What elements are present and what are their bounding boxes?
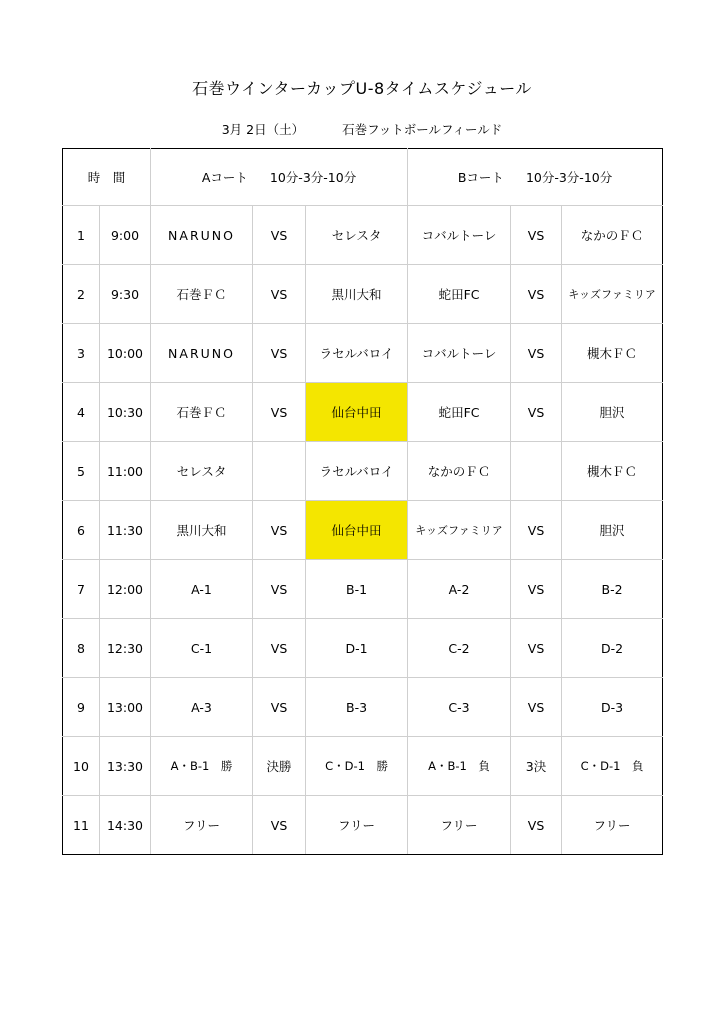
court-b-home-team: フリー bbox=[408, 796, 511, 855]
schedule-row bbox=[63, 737, 663, 796]
court-a-away-team: ラセルバロイ bbox=[306, 442, 408, 501]
court-a-name: Aコート bbox=[201, 170, 248, 185]
court-b-home-team: C-3 bbox=[408, 678, 511, 737]
match-number: 8 bbox=[63, 619, 100, 678]
court-a-home-team: フリー bbox=[151, 796, 253, 855]
court-a-home-team: C-1 bbox=[151, 619, 253, 678]
match-time: 10:30 bbox=[100, 383, 151, 442]
court-b-vs: VS bbox=[511, 324, 562, 383]
court-a-home-team: NARUNO bbox=[151, 324, 253, 383]
match-number: 2 bbox=[63, 265, 100, 324]
court-a-away-team: C・D-1 勝 bbox=[306, 737, 408, 796]
schedule-row bbox=[63, 619, 663, 678]
court-b-home-team: A・B-1 負 bbox=[408, 737, 511, 796]
court-b-header bbox=[408, 149, 663, 206]
court-a-away-team: B-3 bbox=[306, 678, 408, 737]
court-b-away-team: 槻木ＦＣ bbox=[562, 442, 663, 501]
match-time: 9:00 bbox=[100, 206, 151, 265]
court-a-vs: VS bbox=[253, 206, 306, 265]
match-time: 12:00 bbox=[100, 560, 151, 619]
match-number: 4 bbox=[63, 383, 100, 442]
court-a-home-team: A-1 bbox=[151, 560, 253, 619]
court-b-vs: VS bbox=[511, 383, 562, 442]
court-a-vs: VS bbox=[253, 501, 306, 560]
schedule-row bbox=[63, 265, 663, 324]
match-number: 5 bbox=[63, 442, 100, 501]
court-b-away-team: 胆沢 bbox=[562, 501, 663, 560]
match-number: 1 bbox=[63, 206, 100, 265]
match-number: 11 bbox=[63, 796, 100, 855]
court-a-vs: VS bbox=[253, 619, 306, 678]
court-a-away-team: 仙台中田 bbox=[306, 501, 408, 560]
schedule-table bbox=[62, 148, 663, 855]
court-b-away-team: 胆沢 bbox=[562, 383, 663, 442]
court-a-home-team: 石巻ＦＣ bbox=[151, 265, 253, 324]
event-date: 3月 2日（土） bbox=[221, 122, 305, 137]
court-a-vs bbox=[253, 442, 306, 501]
court-b-away-team: 槻木ＦＣ bbox=[562, 324, 663, 383]
court-a-home-team: A-3 bbox=[151, 678, 253, 737]
match-time: 13:30 bbox=[100, 737, 151, 796]
court-b-home-team: C-2 bbox=[408, 619, 511, 678]
court-b-away-team: フリー bbox=[562, 796, 663, 855]
court-b-vs: VS bbox=[511, 206, 562, 265]
court-a-home-team: NARUNO bbox=[151, 206, 253, 265]
match-time: 12:30 bbox=[100, 619, 151, 678]
event-venue: 石巻フットボールフィールド bbox=[342, 122, 503, 137]
match-time: 14:30 bbox=[100, 796, 151, 855]
page-title: 石巻ウインターカップU-8タイムスケジュール bbox=[192, 79, 532, 98]
match-time: 13:00 bbox=[100, 678, 151, 737]
court-b-home-team: キッズファミリア bbox=[408, 501, 511, 560]
court-a-home-team: 黒川大和 bbox=[151, 501, 253, 560]
match-number: 3 bbox=[63, 324, 100, 383]
court-b-vs: VS bbox=[511, 796, 562, 855]
match-time: 10:00 bbox=[100, 324, 151, 383]
court-b-vs: VS bbox=[511, 265, 562, 324]
schedule-row bbox=[63, 560, 663, 619]
court-a-vs: VS bbox=[253, 560, 306, 619]
match-time: 11:00 bbox=[100, 442, 151, 501]
court-b-vs: VS bbox=[511, 678, 562, 737]
match-number: 9 bbox=[63, 678, 100, 737]
court-a-vs: VS bbox=[253, 324, 306, 383]
court-b-home-team: 蛇田FC bbox=[408, 383, 511, 442]
schedule-row bbox=[63, 206, 663, 265]
court-a-vs: VS bbox=[253, 383, 306, 442]
court-b-home-team: A-2 bbox=[408, 560, 511, 619]
court-a-home-team: A・B-1 勝 bbox=[151, 737, 253, 796]
court-b-format: 10分-3分-10分 bbox=[525, 170, 613, 185]
court-a-away-team: D-1 bbox=[306, 619, 408, 678]
page-subtitle bbox=[0, 120, 724, 138]
court-b-name: Bコート bbox=[457, 170, 504, 185]
schedule-row bbox=[63, 442, 663, 501]
schedule-row bbox=[63, 501, 663, 560]
time-header: 時 間 bbox=[63, 149, 151, 206]
court-b-away-team: D-3 bbox=[562, 678, 663, 737]
match-number: 6 bbox=[63, 501, 100, 560]
match-time: 11:30 bbox=[100, 501, 151, 560]
court-b-vs: VS bbox=[511, 619, 562, 678]
court-a-vs: VS bbox=[253, 265, 306, 324]
court-a-vs: VS bbox=[253, 796, 306, 855]
court-b-vs bbox=[511, 442, 562, 501]
court-b-vs: VS bbox=[511, 560, 562, 619]
court-a-away-team: 黒川大和 bbox=[306, 265, 408, 324]
court-a-away-team: B-1 bbox=[306, 560, 408, 619]
court-b-home-team: 蛇田FC bbox=[408, 265, 511, 324]
court-b-vs: 3決 bbox=[511, 737, 562, 796]
court-b-away-team: なかのＦＣ bbox=[562, 206, 663, 265]
court-b-away-team: C・D-1 負 bbox=[562, 737, 663, 796]
court-a-away-team: 仙台中田 bbox=[306, 383, 408, 442]
court-a-vs: 決勝 bbox=[253, 737, 306, 796]
schedule-row bbox=[63, 678, 663, 737]
court-b-away-team: B-2 bbox=[562, 560, 663, 619]
court-a-format: 10分-3分-10分 bbox=[269, 170, 357, 185]
court-a-away-team: セレスタ bbox=[306, 206, 408, 265]
header-row bbox=[63, 149, 663, 206]
court-a-away-team: ラセルバロイ bbox=[306, 324, 408, 383]
court-a-header bbox=[151, 149, 408, 206]
court-b-home-team: コバルトーレ bbox=[408, 206, 511, 265]
schedule-row bbox=[63, 796, 663, 855]
court-a-vs: VS bbox=[253, 678, 306, 737]
match-time: 9:30 bbox=[100, 265, 151, 324]
match-number: 10 bbox=[63, 737, 100, 796]
court-b-away-team: D-2 bbox=[562, 619, 663, 678]
schedule-row bbox=[63, 324, 663, 383]
match-number: 7 bbox=[63, 560, 100, 619]
court-b-home-team: コバルトーレ bbox=[408, 324, 511, 383]
schedule-row bbox=[63, 383, 663, 442]
court-b-home-team: なかのＦＣ bbox=[408, 442, 511, 501]
court-a-home-team: セレスタ bbox=[151, 442, 253, 501]
court-a-away-team: フリー bbox=[306, 796, 408, 855]
court-a-home-team: 石巻ＦＣ bbox=[151, 383, 253, 442]
court-b-away-team: キッズファミリア bbox=[562, 265, 663, 324]
court-b-vs: VS bbox=[511, 501, 562, 560]
